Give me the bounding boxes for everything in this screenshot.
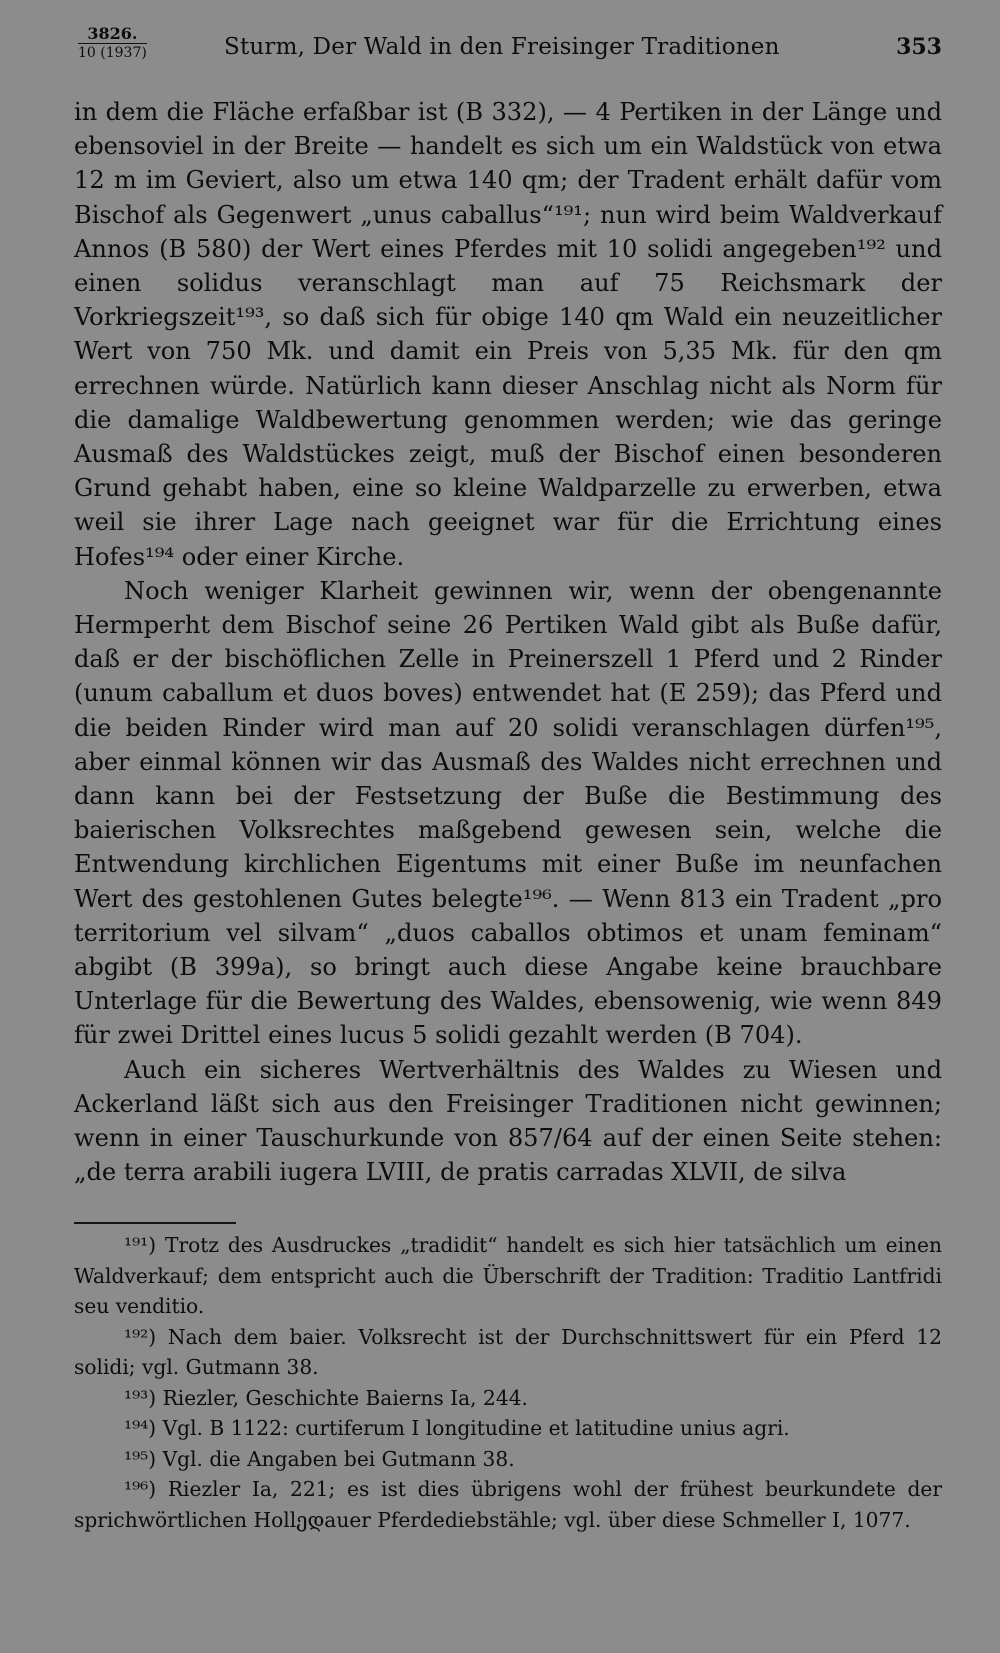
- footnote-divider: [74, 1222, 236, 1224]
- page-header: [78, 24, 942, 76]
- running-title: Sturm, Der Wald in den Freisinger Traditionen: [224, 34, 780, 60]
- footnote-194: ¹⁹⁴) Vgl. B 1122: curtiferum I longitudine et latitudine unius agri.: [124, 1416, 790, 1440]
- footnote-195: ¹⁹⁵) Vgl. die Angaben bei Gutmann 38.: [124, 1446, 515, 1471]
- footnotes: [74, 1230, 942, 1535]
- paragraph-1: in dem die Fläche erfaßbar ist (B 332), — 4 Pertiken in der Länge und ebensoviel in der Breite — handelt es sich um ein Waldstück von etwa 12 m im Geviert, also um etwa 140 qm; der Tradent erhält dafür vom Bischof als Gegenwert „unus caballus“¹⁹¹; nun wird beim Waldverkauf Annos (B 580) der Wert eines Pferdes mit 10 solidi angegeben¹⁹² und einen solidus veranschlagt man auf 75 Reichsmark der Vorkriegszeit¹⁹³, so daß sich für obige 140 qm Wald ein neuzeitlicher Wert von 750 Mk. und damit ein Preis von 5,35 Mk. für den qm errechnen würde. Natürlich kann dieser Anschlag nicht als Norm für die damalige Waldbewertung genommen werden; wie das geringe Ausmaß des Waldstückes zeigt, muß der Bischof einen besonderen Grund gehabt haben, eine so kleine Waldparzelle zu erwerben, etwa weil sie ihrer Lage nach geeignet war für die Errichtung eines Hofes¹⁹⁴ oder einer Kirche.: [74, 98, 942, 571]
- page-number: 353: [896, 34, 942, 60]
- footnote-193: ¹⁹³) Riezler, Geschichte Baierns Ia, 244.: [124, 1385, 528, 1410]
- signature-top: 3826.: [78, 26, 147, 44]
- footnote-196: ¹⁹⁶) Riezler Ia, 221; es ist dies übrigens wohl der frühest beurkundete der sprichwörtlichen Hollედauer Pferdediebstähle; vgl. über diese Schmeller I, 1077.: [74, 1477, 942, 1532]
- signature-mark: [78, 26, 147, 60]
- signature-bottom: 10 (1937): [78, 45, 147, 61]
- footnote-192: ¹⁹²) Nach dem baier. Volksrecht ist der Durchschnittswert für ein Pferd 12 solidi; vgl. Gutmann 38.: [74, 1324, 942, 1379]
- paragraph-3: Auch ein sicheres Wertverhältnis des Waldes zu Wiesen und Ackerland läßt sich aus den Freisinger Traditionen nicht gewinnen; wenn in einer Tauschurkunde von 857/64 auf der einen Seite stehen: „de terra arabili iugera LVIII, de pratis carradas XLVII, de silva: [74, 1055, 942, 1187]
- paragraph-2: Noch weniger Klarheit gewinnen wir, wenn der obengenannte Hermperht dem Bischof seine 26 Pertiken Wald gibt als Buße dafür, daß er der bischöflichen Zelle in Preinerszell 1 Pferd und 2 Rinder (unum caballum et duos boves) entwendet hat (E 259); das Pferd und die beiden Rinder wird man auf 20 solidi veranschlagen dürfen¹⁹⁵, aber einmal können wir das Ausmaß des Waldes nicht errechnen und dann kann bei der Festsetzung der Buße die Bestimmung des baierischen Volksrechtes maßgebend gewesen sein, welche die Entwendung kirchlichen Eigentums mit einer Buße im neunfachen Wert des gestohlenen Gutes belegte¹⁹⁶. — Wenn 813 ein Tradent „pro territorium vel silvam“ „duos caballos obtimos et unam feminam“ abgibt (B 399a), so bringt auch diese Angabe keine brauchbare Unterlage für die Bewertung des Waldes, ebensowenig, wie wenn 849 für zwei Drittel eines lucus 5 solidi gezahlt werden (B 704).: [74, 576, 942, 1050]
- body-text: [74, 95, 942, 1190]
- footnote-191: ¹⁹¹) Trotz des Ausdruckes „tradidit“ handelt es sich hier tatsächlich um einen Waldverkauf; dem entspricht auch die Überschrift der Tradition: Traditio Lantfridi seu venditio.: [74, 1233, 942, 1318]
